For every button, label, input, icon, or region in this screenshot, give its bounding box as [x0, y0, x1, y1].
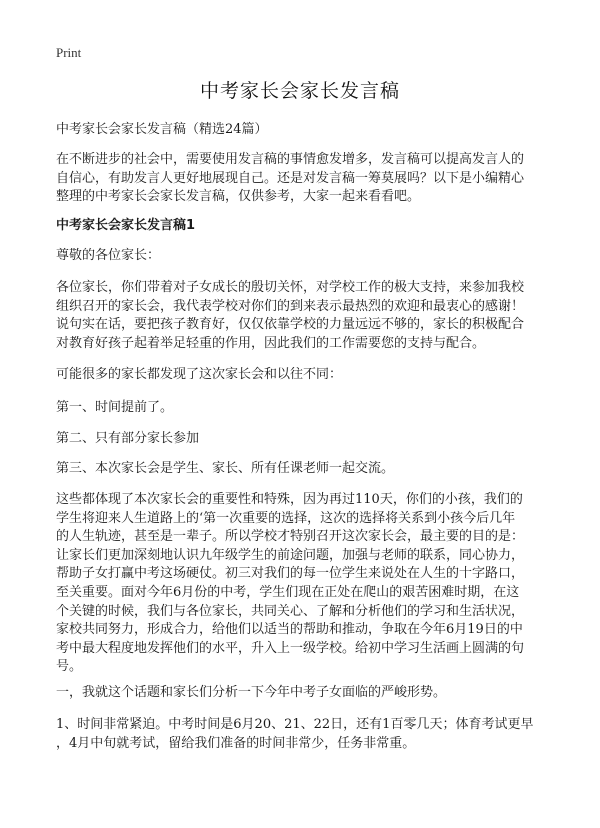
paragraph-subtitle: [56, 121, 552, 140]
text-line: 在不断进步的社会中，需要使用发言稿的事情愈发增多，发言稿可以提高发言人的: [56, 152, 525, 167]
text-line: 的人生轨迹，甚至是一辈子。所以学校才特别召开这次家长会，最主要的目的是：: [56, 529, 525, 545]
paragraph-para4: [56, 684, 552, 703]
paragraph-point1: [56, 399, 552, 418]
paragraph-greeting: [56, 247, 552, 266]
paragraph-para5: [56, 716, 552, 753]
text-line: 说句实在话，要把孩子教育好，仅仅依靠学校的力量远远不够的，家长的积极配合: [56, 317, 525, 333]
paragraph-point2: [56, 430, 552, 449]
text-line: 这些都体现了本次家长会的重要性和特殊，因为再过110天，你们的小孩，我们的: [56, 492, 523, 507]
text-line: 家校共同努力，形成合力，给他们以适当的帮助和推动，争取在今年6月19日的中: [56, 622, 523, 638]
paragraph-para3: [56, 491, 552, 677]
text-line: 考中最大程度地发挥他们的水平，升入上一级学校。给初中学习生活画上圆满的句: [56, 640, 525, 656]
text-line: 至关重要。面对今年6月份的中考，学生们现在正处在爬山的艰苦困难时期，在这: [56, 584, 520, 600]
text-line: 尊敬的各位家长：: [56, 248, 161, 263]
text-line: 一，我就这个话题和家长们分析一下今年中考子女面临的严峻形势。: [56, 685, 447, 700]
text-line: 第二、只有部分家长参加: [56, 431, 200, 446]
text-line: 学生将迎来人生道路上的‘第一次重要的选择，这次的选择将关系到小孩今后几年: [56, 510, 516, 526]
paragraph-para2: [56, 366, 552, 385]
text-line: 组织召开的家长会，我代表学校对你们的到来表示最热烈的欢迎和最衷心的感谢！: [56, 298, 525, 314]
text-line: 个关键的时候，我们与各位家长，共同关心、了解和分析他们的学习和生活状况，: [56, 603, 525, 619]
text-line: 第三、本次家长会是学生、家长、所有任课老师一起交流。: [56, 461, 395, 476]
page-title: 中考家长会家长发言稿: [199, 80, 400, 102]
text-line: 中考家长会家长发言稿1: [56, 218, 196, 233]
text-line: 可能很多的家长都发现了这次家长会和以往不同：: [56, 367, 343, 382]
text-line: 让家长们更加深刻地认识九年级学生的前途问题，加强与老师的联系，同心协力，: [56, 547, 525, 563]
text-line: ，4月中旬就考试，留给我们准备的时间非常少，任务非常重。: [56, 735, 416, 751]
text-line: 对教育好孩子起着举足轻重的作用，因此我们的工作需要您的支持与配合。: [56, 335, 486, 351]
paragraph-point3: [56, 460, 552, 479]
text-line: 1、时间非常紧迫。中考时间是6月20、21、22日，还有1百零几天；体育考试更早: [56, 717, 534, 732]
text-line: 中考家长会家长发言稿（精选24篇）: [56, 122, 268, 137]
text-line: 自信心，有助发言人更好地展现自己。还是对发言稿一筹莫展吗？以下是小编精心: [56, 170, 525, 186]
text-line: 整理的中考家长会家长发言稿，仅供参考，大家一起来看看吧。: [56, 189, 421, 205]
text-line: 帮助子女打赢中考这场硬仗。初三对我们的每一位学生来说处在人生的十字路口，: [56, 566, 525, 582]
print-link[interactable]: Print: [56, 45, 82, 60]
section-heading: [56, 217, 552, 236]
paragraph-para1: [56, 279, 552, 353]
text-line: 号。: [56, 659, 83, 675]
paragraph-intro: [56, 151, 552, 207]
text-line: 各位家长，你们带着对子女成长的殷切关怀，对学校工作的极大支持，来参加我校: [56, 280, 525, 295]
text-line: 第一、时间提前了。: [56, 400, 174, 415]
